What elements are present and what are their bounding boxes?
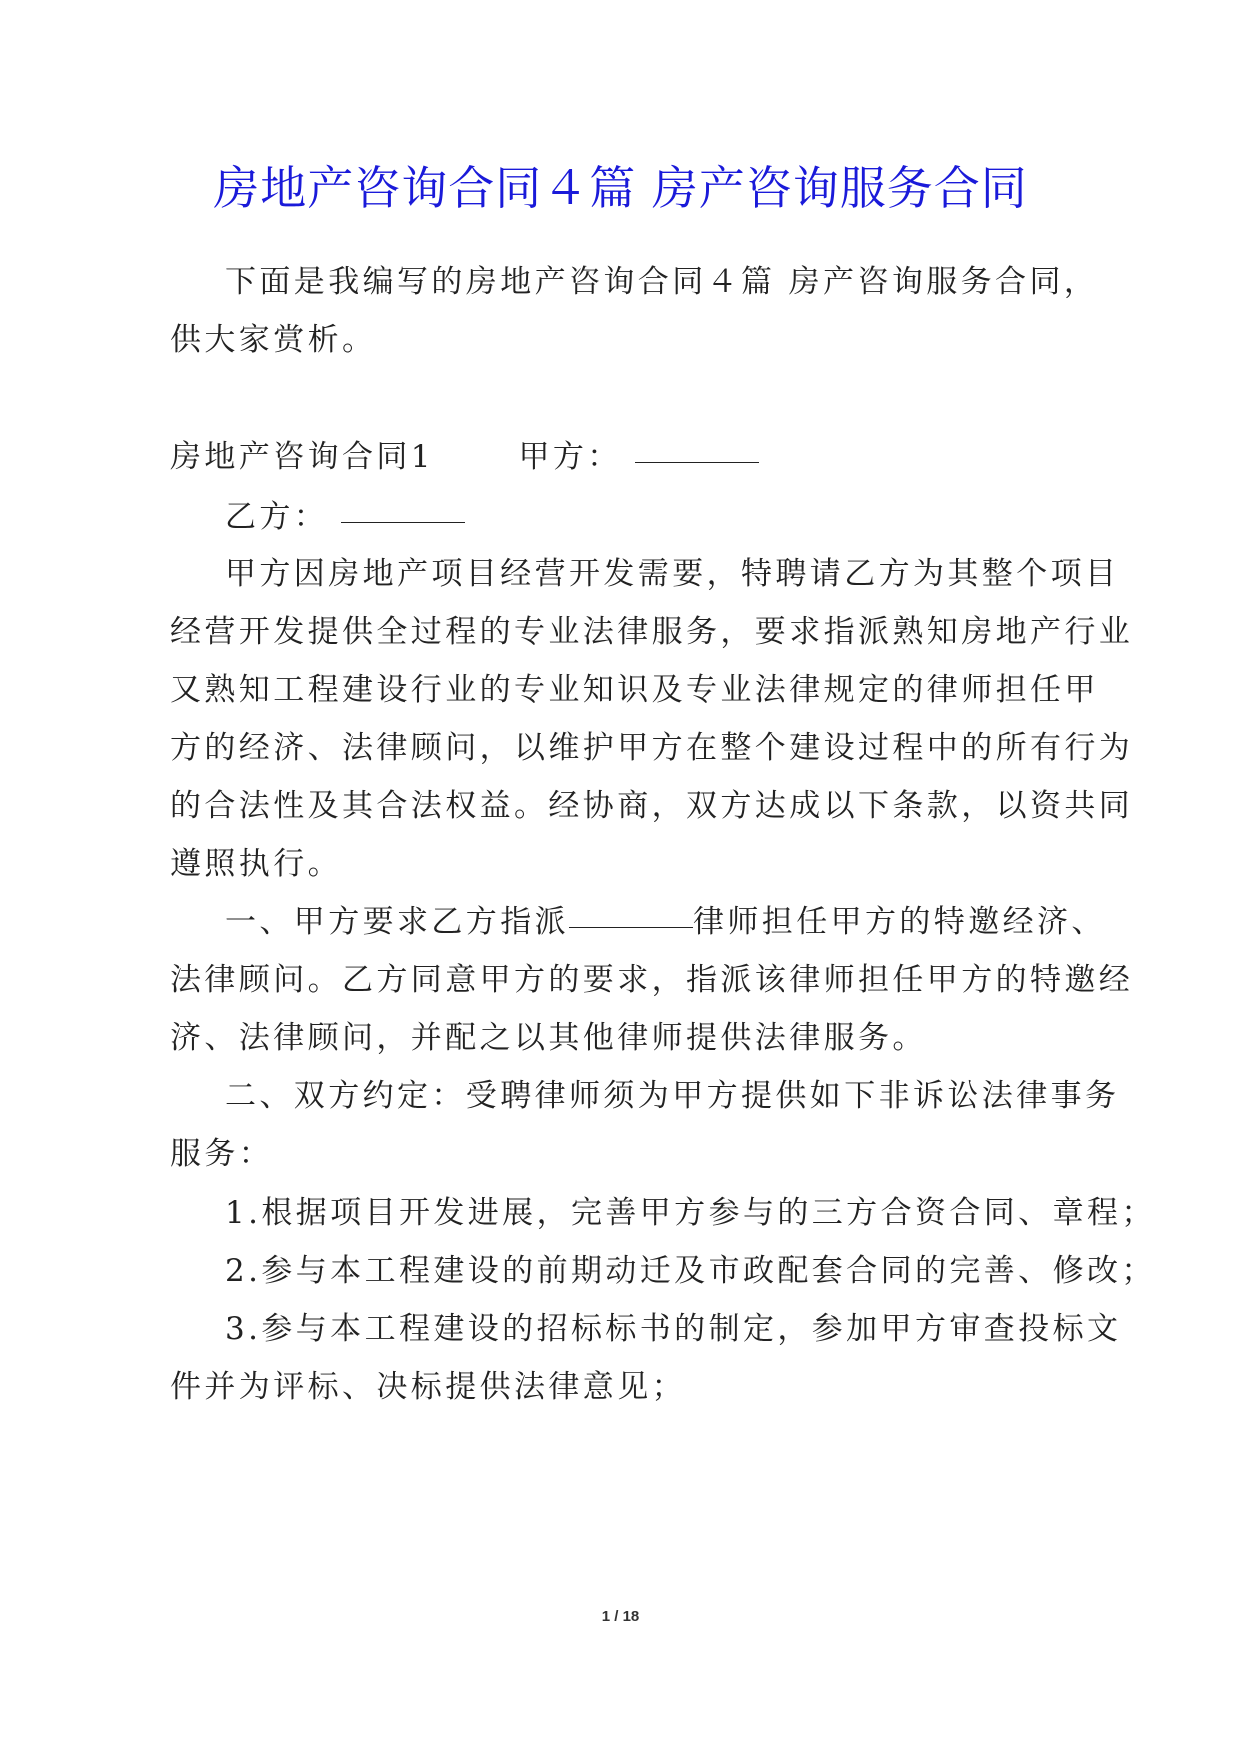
preamble-line-1: 甲方因房地产项目经营开发需要，特聘请乙方为其整个项目 [225, 556, 1120, 592]
item-2: 2.参与本工程建设的前期动迁及市政配套合同的完善、修改； [225, 1253, 1156, 1289]
lawyer-name-blank [569, 925, 693, 928]
intro-line-1: 下面是我编写的房地产咨询合同４篇 房产咨询服务合同， [225, 264, 1099, 300]
intro-line-2: 供大家赏析。 [170, 322, 377, 358]
section-heading-row [170, 437, 759, 477]
item-3-line-1: 3.参与本工程建设的招标标书的制定，参加甲方审查投标文 [225, 1311, 1122, 1347]
preamble-line-4: 方的经济、法律顾问，以维护甲方在整个建设过程中的所有行为 [170, 730, 1134, 766]
clause1-line-2: 法律顾问。乙方同意甲方的要求，指派该律师担任甲方的特邀经 [170, 962, 1134, 998]
party-b-row [225, 497, 465, 537]
party-b-label: 乙方： [225, 499, 329, 535]
section-heading: 房地产咨询合同1 [170, 439, 434, 475]
clause2-line-1: 二、双方约定：受聘律师须为甲方提供如下非诉讼法律事务 [225, 1078, 1120, 1114]
party-a-label: 甲方： [518, 439, 622, 475]
preamble-line-3: 又熟知工程建设行业的专业知识及专业法律规定的律师担任甲 [170, 672, 1099, 708]
preamble-line-2: 经营开发提供全过程的专业法律服务，要求指派熟知房地产行业 [170, 614, 1134, 650]
page-number: 1 / 18 [601, 1608, 640, 1625]
document-title: 房地产咨询合同４篇 房产咨询服务合同 [213, 161, 1028, 215]
item-3-line-2: 件并为评标、决标提供法律意见； [170, 1369, 686, 1405]
clause1-suffix: 律师担任甲方的特邀经济、 [693, 904, 1106, 940]
clause1-prefix: 一、甲方要求乙方指派 [225, 904, 569, 940]
preamble-line-5: 的合法性及其合法权益。经协商，双方达成以下条款，以资共同 [170, 788, 1134, 824]
party-a-blank [635, 460, 759, 463]
clause2-line-2: 服务： [170, 1136, 274, 1172]
clause1-line-3: 济、法律顾问，并配之以其他律师提供法律服务。 [170, 1020, 927, 1056]
item-1: 1.根据项目开发进展，完善甲方参与的三方合资合同、章程； [225, 1195, 1156, 1231]
clause1-line-1 [225, 902, 1106, 942]
party-b-blank [341, 520, 465, 523]
preamble-line-6: 遵照执行。 [170, 846, 342, 882]
